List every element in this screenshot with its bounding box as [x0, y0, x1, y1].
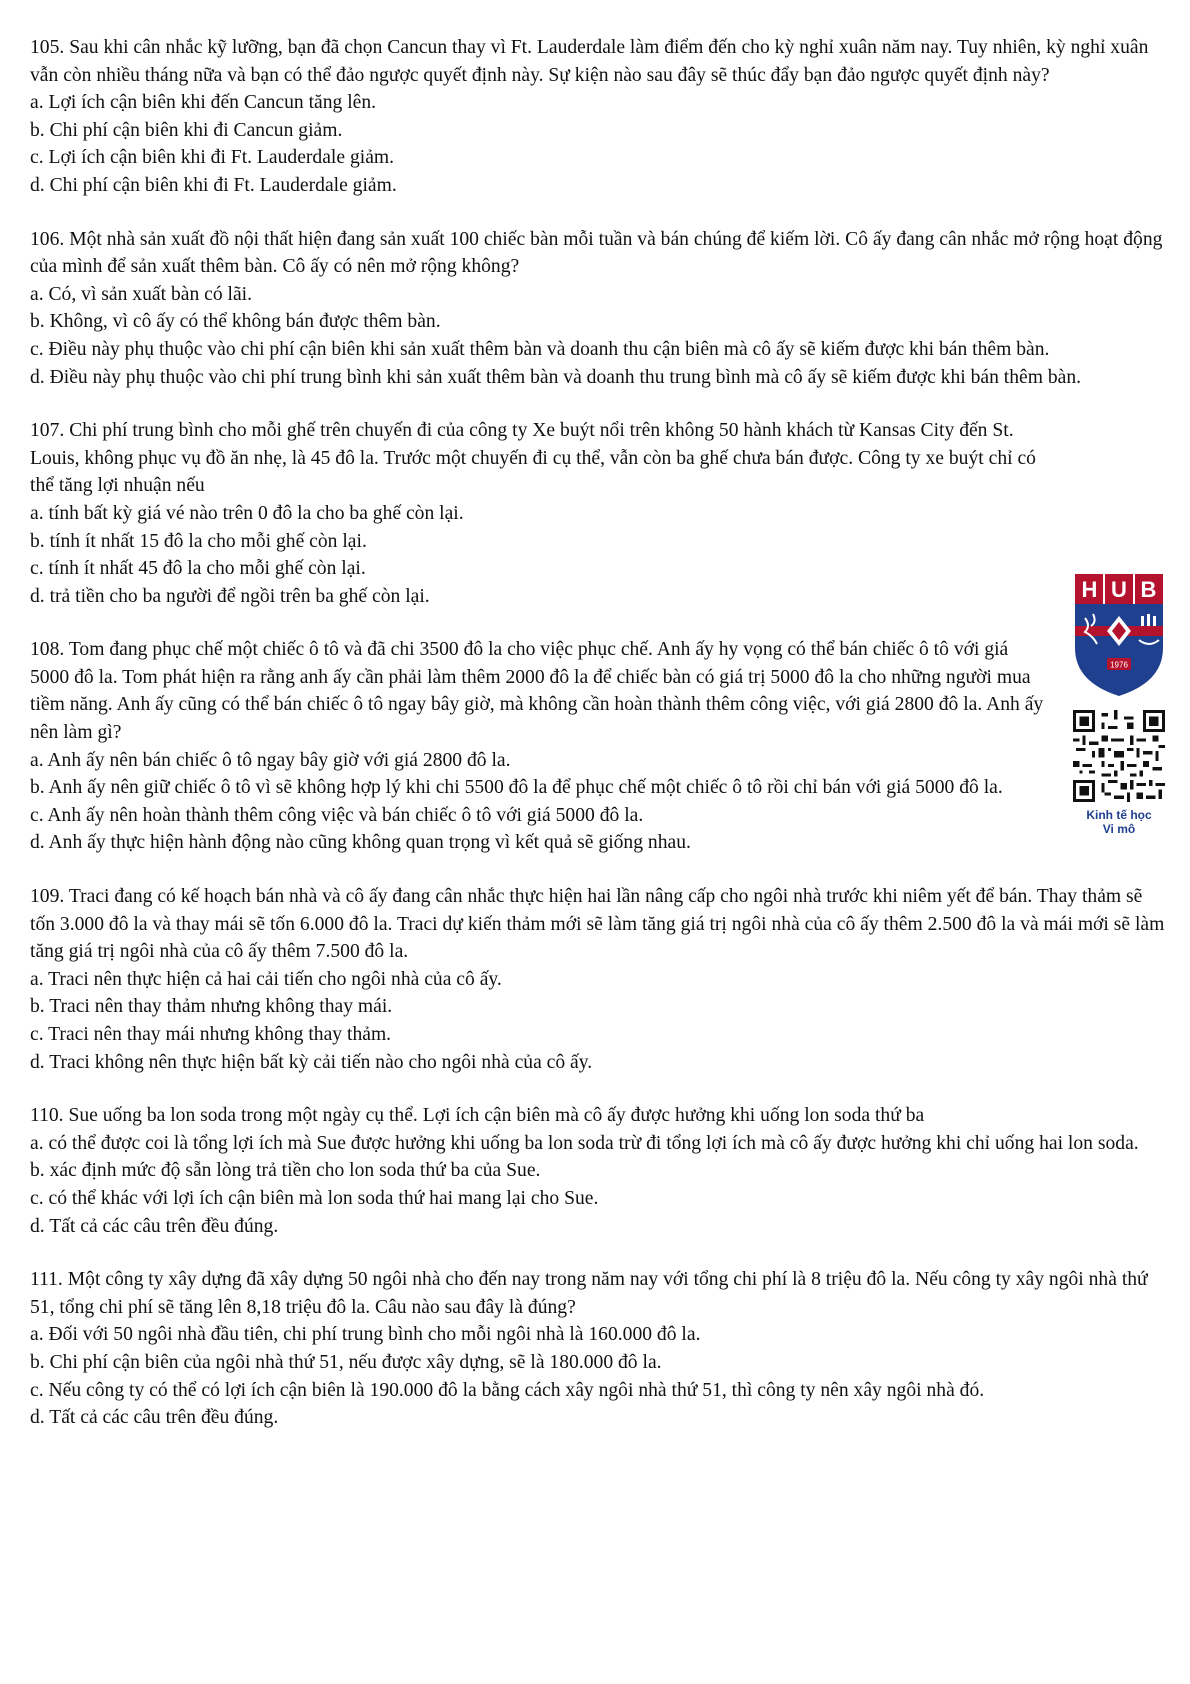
option-a: a. Đối với 50 ngôi nhà đầu tiên, chi phí trung bình cho mỗi ngôi nhà là 160.000 đô la.	[30, 1324, 701, 1346]
question-107	[30, 417, 1170, 610]
logo-caption-line1: Kinh tế học	[1086, 808, 1152, 822]
question-109	[30, 883, 1170, 1076]
logo-caption	[1086, 808, 1151, 836]
option-d: d. Tất cả các câu trên đều đúng.	[30, 1407, 279, 1429]
option-a: a. Anh ấy nên bán chiếc ô tô ngay bây giờ với giá 2800 đô la.	[30, 749, 511, 771]
question-text: 106. Một nhà sản xuất đồ nội thất hiện đang sản xuất 100 chiếc bàn mỗi tuần và bán chúng để kiếm lời. Cô ấy đang cân nhắc mở rộng hoạt động của mình để sản xuất thêm bàn. Cô ấy có nên mở rộng không?	[30, 228, 1163, 278]
question-106	[30, 226, 1170, 392]
option-c: c. Lợi ích cận biên khi đi Ft. Lauderdale giảm.	[30, 147, 395, 169]
question-text: 105. Sau khi cân nhắc kỹ lưỡng, bạn đã chọn Cancun thay vì Ft. Lauderdale làm điểm đến cho kỳ nghỉ xuân năm nay. Tuy nhiên, kỳ nghỉ xuân vẫn còn nhiều tháng nữa và bạn có thể đảo ngược quyết định này. Sự kiện nào sau đây sẽ thúc đẩy bạn đảo ngược quyết định này?	[30, 37, 1149, 86]
option-b: b. Chi phí cận biên khi đi Cancun giảm.	[30, 119, 343, 141]
option-a: a. có thể được coi là tổng lợi ích mà Sue được hưởng khi uống ba lon soda trừ đi tổng lợi ích mà cô ấy được hưởng khi chỉ uống hai lon soda.	[30, 1132, 1139, 1154]
question-text: 110. Sue uống ba lon soda trong một ngày cụ thể. Lợi ích cận biên mà cô ấy được hưởng khi uống lon soda thứ ba	[30, 1105, 925, 1127]
document-page	[30, 34, 1170, 1458]
question-text: 111. Một công ty xây dựng đã xây dựng 50 ngôi nhà cho đến nay trong năm nay với tổng chi phí là 8 triệu đô la. Nếu công ty xây ngôi nhà thứ 51, tổng chi phí sẽ tăng lên 8,18 triệu đô la. Câu nào sau đây là đúng?	[30, 1269, 1148, 1318]
option-b: b. Không, vì cô ấy có thể không bán được thêm bàn.	[30, 311, 441, 333]
logo-year: 1976	[1110, 660, 1128, 670]
question-108	[30, 636, 1170, 857]
hub-logo-block	[1064, 570, 1174, 836]
option-c: c. Anh ấy nên hoàn thành thêm công việc và bán chiếc ô tô với giá 5000 đô la.	[30, 804, 644, 826]
question-105	[30, 34, 1170, 200]
option-c: c. Nếu công ty có thể có lợi ích cận biên là 190.000 đô la bằng cách xây ngôi nhà thứ 51, thì công ty nên xây ngôi nhà đó.	[30, 1379, 985, 1401]
question-text: 109. Traci đang có kế hoạch bán nhà và cô ấy đang cân nhắc thực hiện hai lần nâng cấp cho ngôi nhà trước khi niêm yết để bán. Thay thảm sẽ tốn 3.000 đô la và thay mái sẽ tốn 6.000 đô la. Traci dự kiến thảm mới sẽ làm tăng giá trị ngôi nhà của cô ấy thêm 2.500 đô la và mái mới sẽ làm tăng giá trị ngôi nhà của cô ấy thêm 7.500 đô la.	[30, 886, 1165, 963]
option-c: c. tính ít nhất 45 đô la cho mỗi ghế còn lại.	[30, 558, 366, 580]
option-a: a. Có, vì sản xuất bàn có lãi.	[30, 283, 253, 305]
option-a: a. Lợi ích cận biên khi đến Cancun tăng lên.	[30, 92, 377, 114]
option-d: d. Chi phí cận biên khi đi Ft. Lauderdale giảm.	[30, 174, 397, 196]
option-d: d. Tất cả các câu trên đều đúng.	[30, 1215, 279, 1237]
hub-shield-logo	[1071, 570, 1167, 700]
question-text: 107. Chi phí trung bình cho mỗi ghế trên chuyến đi của công ty Xe buýt nổi trên không 50 hành khách từ Kansas City đến St. Louis, không phục vụ đồ ăn nhẹ, là 45 đô la. Trước một chuyến đi cụ thể, vẫn còn ba ghế chưa bán được. Công ty xe buýt chỉ có thể tăng lợi nhuận nếu	[30, 420, 1036, 497]
option-d: d. Điều này phụ thuộc vào chi phí trung bình khi sản xuất thêm bàn và doanh thu trung bình mà cô ấy sẽ kiếm được khi bán thêm bàn.	[30, 366, 1082, 388]
option-b: b. Traci nên thay thảm nhưng không thay mái.	[30, 996, 393, 1018]
logo-letter-u: U	[1111, 577, 1127, 602]
option-c: c. Traci nên thay mái nhưng không thay thảm.	[30, 1024, 392, 1045]
option-d: d. trả tiền cho ba người để ngồi trên ba ghế còn lại.	[30, 585, 430, 607]
option-c: c. có thể khác với lợi ích cận biên mà lon soda thứ hai mang lại cho Sue.	[30, 1187, 599, 1209]
option-b: b. Anh ấy nên giữ chiếc ô tô vì sẽ không hợp lý khi chi 5500 đô la để phục chế một chiếc ô tô rồi chỉ bán với giá 5000 đô la.	[30, 777, 1003, 799]
logo-caption-line2: Vi mô	[1102, 822, 1136, 836]
option-c: c. Điều này phụ thuộc vào chi phí cận biên khi sản xuất thêm bàn và doanh thu cận biên mà cô ấy sẽ kiếm được khi bán thêm bàn.	[30, 338, 1050, 360]
logo-letter-b: B	[1140, 577, 1157, 602]
option-b: b. xác định mức độ sẵn lòng trả tiền cho lon soda thứ ba của Sue.	[30, 1160, 541, 1182]
option-d: d. Traci không nên thực hiện bất kỳ cải tiến nào cho ngôi nhà của cô ấy.	[30, 1051, 593, 1073]
question-text: 108. Tom đang phục chế một chiếc ô tô và đã chi 3500 đô la cho việc phục chế. Anh ấy hy vọng có thể bán chiếc ô tô với giá 5000 đô la. Tom phát hiện ra rằng anh ấy cần phải làm thêm 2000 đô la để chiếc bàn có giá trị 5000 đô la cho những người mua tiềm năng. Anh ấy cũng có thể bán chiếc ô tô ngay bây giờ, mà không cần hoàn thành thêm công việc, với giá 2800 đô la. Anh ấy nên làm gì?	[30, 639, 1044, 744]
question-111	[30, 1266, 1170, 1432]
option-b: b. Chi phí cận biên của ngôi nhà thứ 51, nếu được xây dựng, sẽ là 180.000 đô la.	[30, 1351, 662, 1373]
logo-letter-h: H	[1081, 577, 1098, 602]
option-d: d. Anh ấy thực hiện hành động nào cũng không quan trọng vì kết quả sẽ giống nhau.	[30, 832, 691, 854]
option-a: a. Traci nên thực hiện cả hai cải tiến cho ngôi nhà của cô ấy.	[30, 968, 502, 990]
qr-code-icon	[1073, 710, 1165, 802]
question-110	[30, 1102, 1170, 1240]
option-a: a. tính bất kỳ giá vé nào trên 0 đô la cho ba ghế còn lại.	[30, 502, 464, 524]
option-b: b. tính ít nhất 15 đô la cho mỗi ghế còn lại.	[30, 530, 367, 552]
